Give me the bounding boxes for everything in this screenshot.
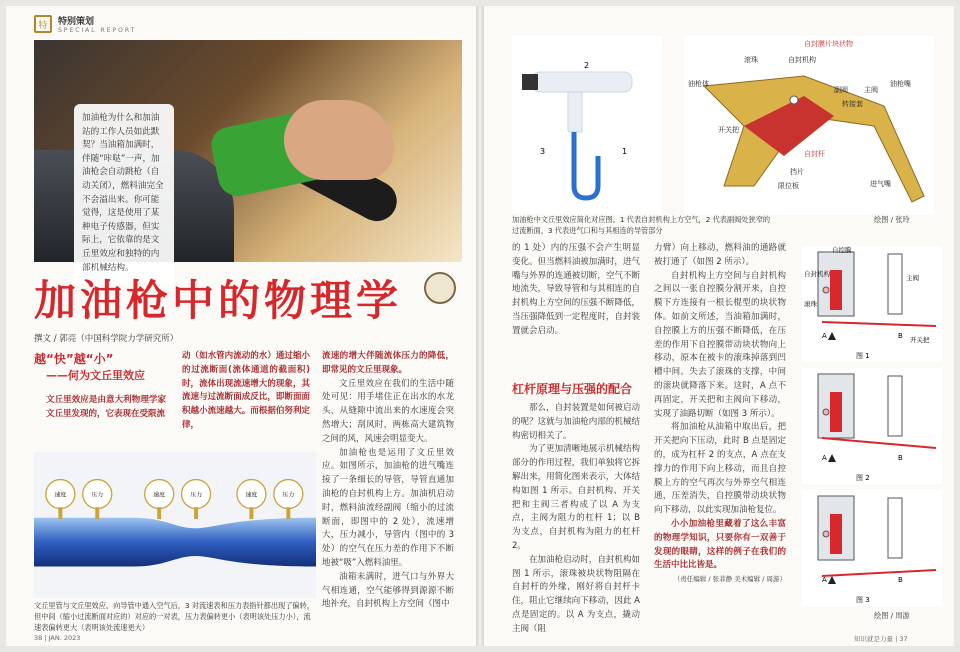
nozzle-part-label: 挡片 (790, 168, 804, 176)
byline: 撰文 / 郭亮（中国科学院力学研究所） (34, 334, 179, 344)
col3-p1: 文丘里效应在我们的生活中随处可见：用手堵住正在出水的水龙头，从缝隙中流出来的水速度会突然增大；刮风时，两栋高大建筑物之间的风，风速会明显变大。 (322, 378, 454, 444)
label-switch: 开关把 (910, 336, 930, 344)
nozzle-part-label: 转接套 (842, 100, 863, 108)
lever (822, 570, 936, 576)
nozzle-part-label: 自封机构 (788, 56, 816, 64)
pivot-a (828, 332, 836, 340)
nozzle-part-label: 进气嘴 (870, 180, 891, 188)
nozzle-part-label: 自封杆 (804, 150, 825, 158)
gutter (476, 6, 484, 646)
simplified-diagram (512, 36, 662, 214)
ball (823, 287, 829, 293)
ball (823, 409, 829, 415)
nozzle-part-label: 油枪体 (688, 80, 709, 88)
credit-bottom: 绘图 / 周游 (874, 611, 910, 620)
hand-shape (284, 100, 394, 180)
label-ball: 滚珠 (804, 300, 817, 308)
label-b: B (898, 332, 903, 340)
mechanism-figure (802, 368, 942, 484)
gauge-stem (194, 507, 198, 519)
label-a: A (822, 576, 827, 584)
gauge-stem (157, 507, 161, 519)
intro-text: 加油枪为什么和加油站的工作人员如此默契？当油箱加满时，伴随“咔哒”一声，加油枪会自动跳枪（自动关闭），燃料油完全不会溢出来。你可能觉得，这是使用了某种电子传感器，但实际上，它依靠的是文丘里效应和独特的内部机械结构。 (74, 104, 174, 284)
sealing-rod (830, 270, 842, 310)
rcol1-p4: 在加油枪启动时，自封机构如图 1 所示，滚珠被块状物阻隔在自封杆的外缘，刚好将自封杆卡住，阻止它继续向下移动，因此 A 点是固定的。以 A 为支点，撬动主阀（阻 (512, 554, 640, 634)
col1-text: 文丘里效应是由意大利物理学家文丘里发现的，它表现在受限流 (46, 395, 166, 419)
gauge-label: 速度 (54, 492, 67, 499)
col3-bold: 流速的增大伴随流体压力的降低，即常见的文丘里现象。 (322, 351, 454, 375)
sealing-rod (830, 392, 842, 432)
gauge-label: 压力 (190, 492, 202, 499)
label-a: A (822, 454, 827, 462)
gauge-label: 压力 (282, 492, 295, 499)
rcol2-text (654, 242, 786, 587)
rcol1-text-b (512, 402, 640, 637)
rcol1-p3: 为了更加清晰地展示机械结构部分的作用过程，我们单独将它拆解出来，用简化图来表示，大体结构如图 1 所示。自封机构、开关把和主阀三者构成了以 A 为支点，主阀为阻力的杠杆 1；以 B 为支点，自封机构为阻力的杠杆 2。 (512, 444, 640, 551)
label-b: B (898, 454, 903, 462)
rcol2-p1: 力臂）向上移动，燃料油的通路就被打通了（如图 2 所示）。 (654, 243, 786, 267)
col3-p3: 油箱未满时，进气口与外界大气相连通，空气能够得到源源不断地补充，自封机构上方空间（图中 (322, 571, 454, 610)
gauge-stem (58, 507, 62, 519)
fig-label-2: 2 (584, 61, 590, 70)
article-title: 加油枪中的物理学 (34, 276, 403, 325)
main-valve (888, 498, 902, 558)
section2-title: 杠杆原理与压强的配合 (512, 382, 633, 396)
main-valve (888, 254, 902, 314)
rcol1-text (512, 242, 640, 339)
mechanism-figure (802, 246, 942, 362)
right-page (484, 6, 954, 646)
nozzle-part-label: 限位板 (778, 182, 799, 190)
rcol1-p1: 的 1 处）内的压强不会产生明显变化。但当燃料油被加满时，进气嘴与外界的连通被切断，空气不断地流失，导致导管和与其相连的自封机构上方空间的压强不断降低，当压强降低到一定程度时，自封装置就会启动。 (512, 243, 640, 336)
label-mechanism: 自封机构 (804, 270, 830, 278)
section1-subtitle: ——何为文丘里效应 (46, 369, 145, 382)
gauge-stem (95, 507, 99, 519)
fig-label-3: 3 (540, 147, 546, 156)
col2-text: 动（如水管内流动的水）通过缩小的过流断面(流体通道的截面积)时，流体出现流速增大的现象，其流速与过流断面成反比，即断面面积越小流速越大。而根据伯努利定律， (182, 351, 310, 430)
pivot-a (828, 454, 836, 462)
nozzle-part-label: 滚珠 (744, 56, 758, 64)
ball (823, 531, 829, 537)
nozzle-part-label: 主阀 (864, 86, 878, 94)
rcol2-p2: 自封机构上方空间与自封机构之间以一张自控膜分割开来，自控膜下方连接有一根长棍型的块状物体。如前文所述，当油箱加满时，自控膜上方的压强不断降低，在压差的作用下自控膜带动块状物向上移动，原本在被卡的滚珠掉落到凹槽中间。失去了滚珠的支撑，中间的滚块就降落下来。这时，A 点不再固定，开关把和主阀向下移动，实现了油路切断（如图 3 所示）。 (654, 270, 786, 419)
gauge-stem (286, 507, 290, 519)
footer-right: 知识就是力量 | 37 (854, 635, 908, 643)
main-valve (888, 376, 902, 436)
figure-name: 图 3 (856, 596, 870, 604)
gauge-label: 压力 (91, 492, 104, 499)
lever (822, 322, 936, 326)
sealing-rod (830, 514, 842, 554)
nozzle-part-label: 自封膜片块状物 (804, 40, 853, 48)
rcol2-p4: 小小加油枪里藏着了这么丰富的物理学知识，只要你有一双善于发现的眼睛，这样的例子在我们的生活中比比皆是。 (654, 518, 786, 571)
fuel-nozzle-photo (34, 40, 462, 273)
section-header (34, 14, 136, 34)
figure-name: 图 1 (856, 352, 870, 360)
nozzle-part-label: 副阀 (834, 86, 848, 94)
venturi-tube-diagram (34, 452, 316, 598)
left-page (6, 6, 476, 646)
label-a: A (822, 332, 827, 340)
nozzle-structure-diagram (684, 36, 934, 214)
report-logo-icon: 特 (34, 15, 52, 33)
label-main-valve: 主阀 (906, 274, 919, 282)
gauge-label: 速度 (245, 492, 258, 499)
label-b: B (898, 576, 903, 584)
magazine-badge-icon (424, 272, 456, 304)
gauge-stem (249, 507, 253, 519)
header-title: 特别策划 (58, 17, 95, 27)
header-subtitle: SPECIAL REPORT (58, 27, 137, 34)
rcol2-credit: （责任编辑 / 张菲静 美术编辑 / 周游） (673, 575, 786, 584)
fig-label-1: 1 (622, 147, 628, 156)
nozzle-part-label: 开关把 (718, 126, 739, 134)
col3-p2: 加油枪也是运用了文丘里效应。如图所示，加油枪的进气嘴连接了一条细长的导管，导管直通加油枪的自封机构上方。加油机启动时，燃料油流经副阀（缩小的过流断面，即图中的 2 处），流速增大，压力减小，导管内（图中的 3 处）的空气在压力差的作用下不断地被“吸”入燃料油里。 (322, 447, 454, 568)
figure-name: 图 2 (856, 474, 870, 482)
caption-right-top: 加油枪中文丘里效应简化对应图。1 代表自封机构上方空气，2 代表副阀处狭窄的过流断面，3 代表进气口和与其相连的导管部分 (512, 215, 771, 235)
rcol2-p3: 将加油枪从油箱中取出后，把开关把向下压动，此时 B 点是固定的，成为杠杆 2 的支点，A 点在支撑力的作用下向上移动，而且自控膜上方的空气再次与外界空气相连通，压差消失，自控膜带动块状物向下移动，以此实现加油枪复位。 (654, 422, 786, 516)
label-diaphragm: 自控膜 (832, 246, 852, 254)
nozzle-part-label: 油枪嘴 (890, 80, 911, 88)
footer-left: 38 | JAN. 2023 (34, 634, 81, 642)
caption-left: 文丘里管与文丘里效应。向导管中通入空气后，3 对流速表和压力表指针都出现了偏转，但中间（缩小过流断面对应的）对应的一对表，压力表偏转更小（表明该处压力小），流速表偏转更大（表明该处流速更大） (34, 601, 314, 632)
pivot-a (828, 576, 836, 584)
credit-top: 绘图 / 张玲 (874, 215, 910, 224)
gauge-label: 速度 (153, 492, 166, 499)
lever (822, 438, 936, 448)
col3-text (322, 350, 454, 612)
section1-title: 越“快”越“小” (34, 352, 114, 366)
mechanism-figure (802, 490, 942, 606)
rcol1-p2: 那么，自封装置是如何被启动的呢？这就与加油枪内部的机械结构密切相关了。 (512, 403, 640, 441)
